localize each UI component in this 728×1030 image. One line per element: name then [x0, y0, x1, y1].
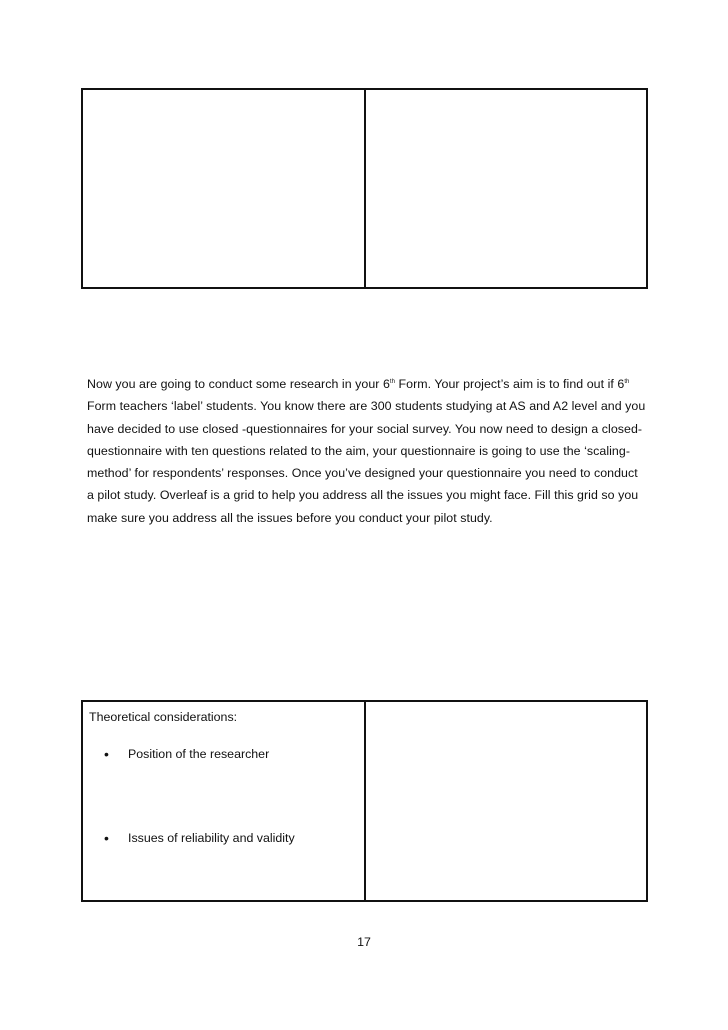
list-item: [104, 830, 295, 846]
top-grid-right-cell: [366, 90, 647, 287]
list-item-label: Issues of reliability and validity: [128, 831, 295, 845]
theoretical-considerations-heading: Theoretical considerations:: [89, 710, 238, 724]
list-item: [104, 746, 269, 762]
instructions-paragraph: [87, 373, 647, 529]
considerations-left-cell: [83, 702, 366, 900]
page-number: 17: [357, 935, 371, 949]
bullet-icon: •: [104, 830, 109, 846]
considerations-right-cell: [366, 702, 647, 900]
considerations-grid-table: [81, 700, 648, 902]
paragraph-text-3: Form teachers ‘label’ students. You know there are 300 students studying at AS and A2 level and you have decided to use closed -questionnaires for your social survey. You now need to design a closed-questionnaire with ten questions related to the aim, your questionnaire is going to use the ‘scaling-method’ for respondents’ responses. Once you’ve designed your questionnaire you need to conduct a pilot study. Overleaf is a grid to help you address all the issues you might face. Fill this grid so you make sure you address all the issues before you conduct your pilot study.: [87, 399, 646, 525]
superscript-th-1: th: [389, 379, 396, 385]
bullet-icon: •: [104, 746, 109, 762]
superscript-th-2: th: [624, 379, 630, 385]
top-grid-left-cell: [83, 90, 366, 287]
paragraph-text-1: Now you are going to conduct some research in your 6: [87, 377, 390, 391]
paragraph-text-2: Form. Your project’s aim is to find out if 6: [395, 377, 625, 391]
top-grid-table: [81, 88, 648, 289]
list-item-label: Position of the researcher: [128, 747, 270, 761]
